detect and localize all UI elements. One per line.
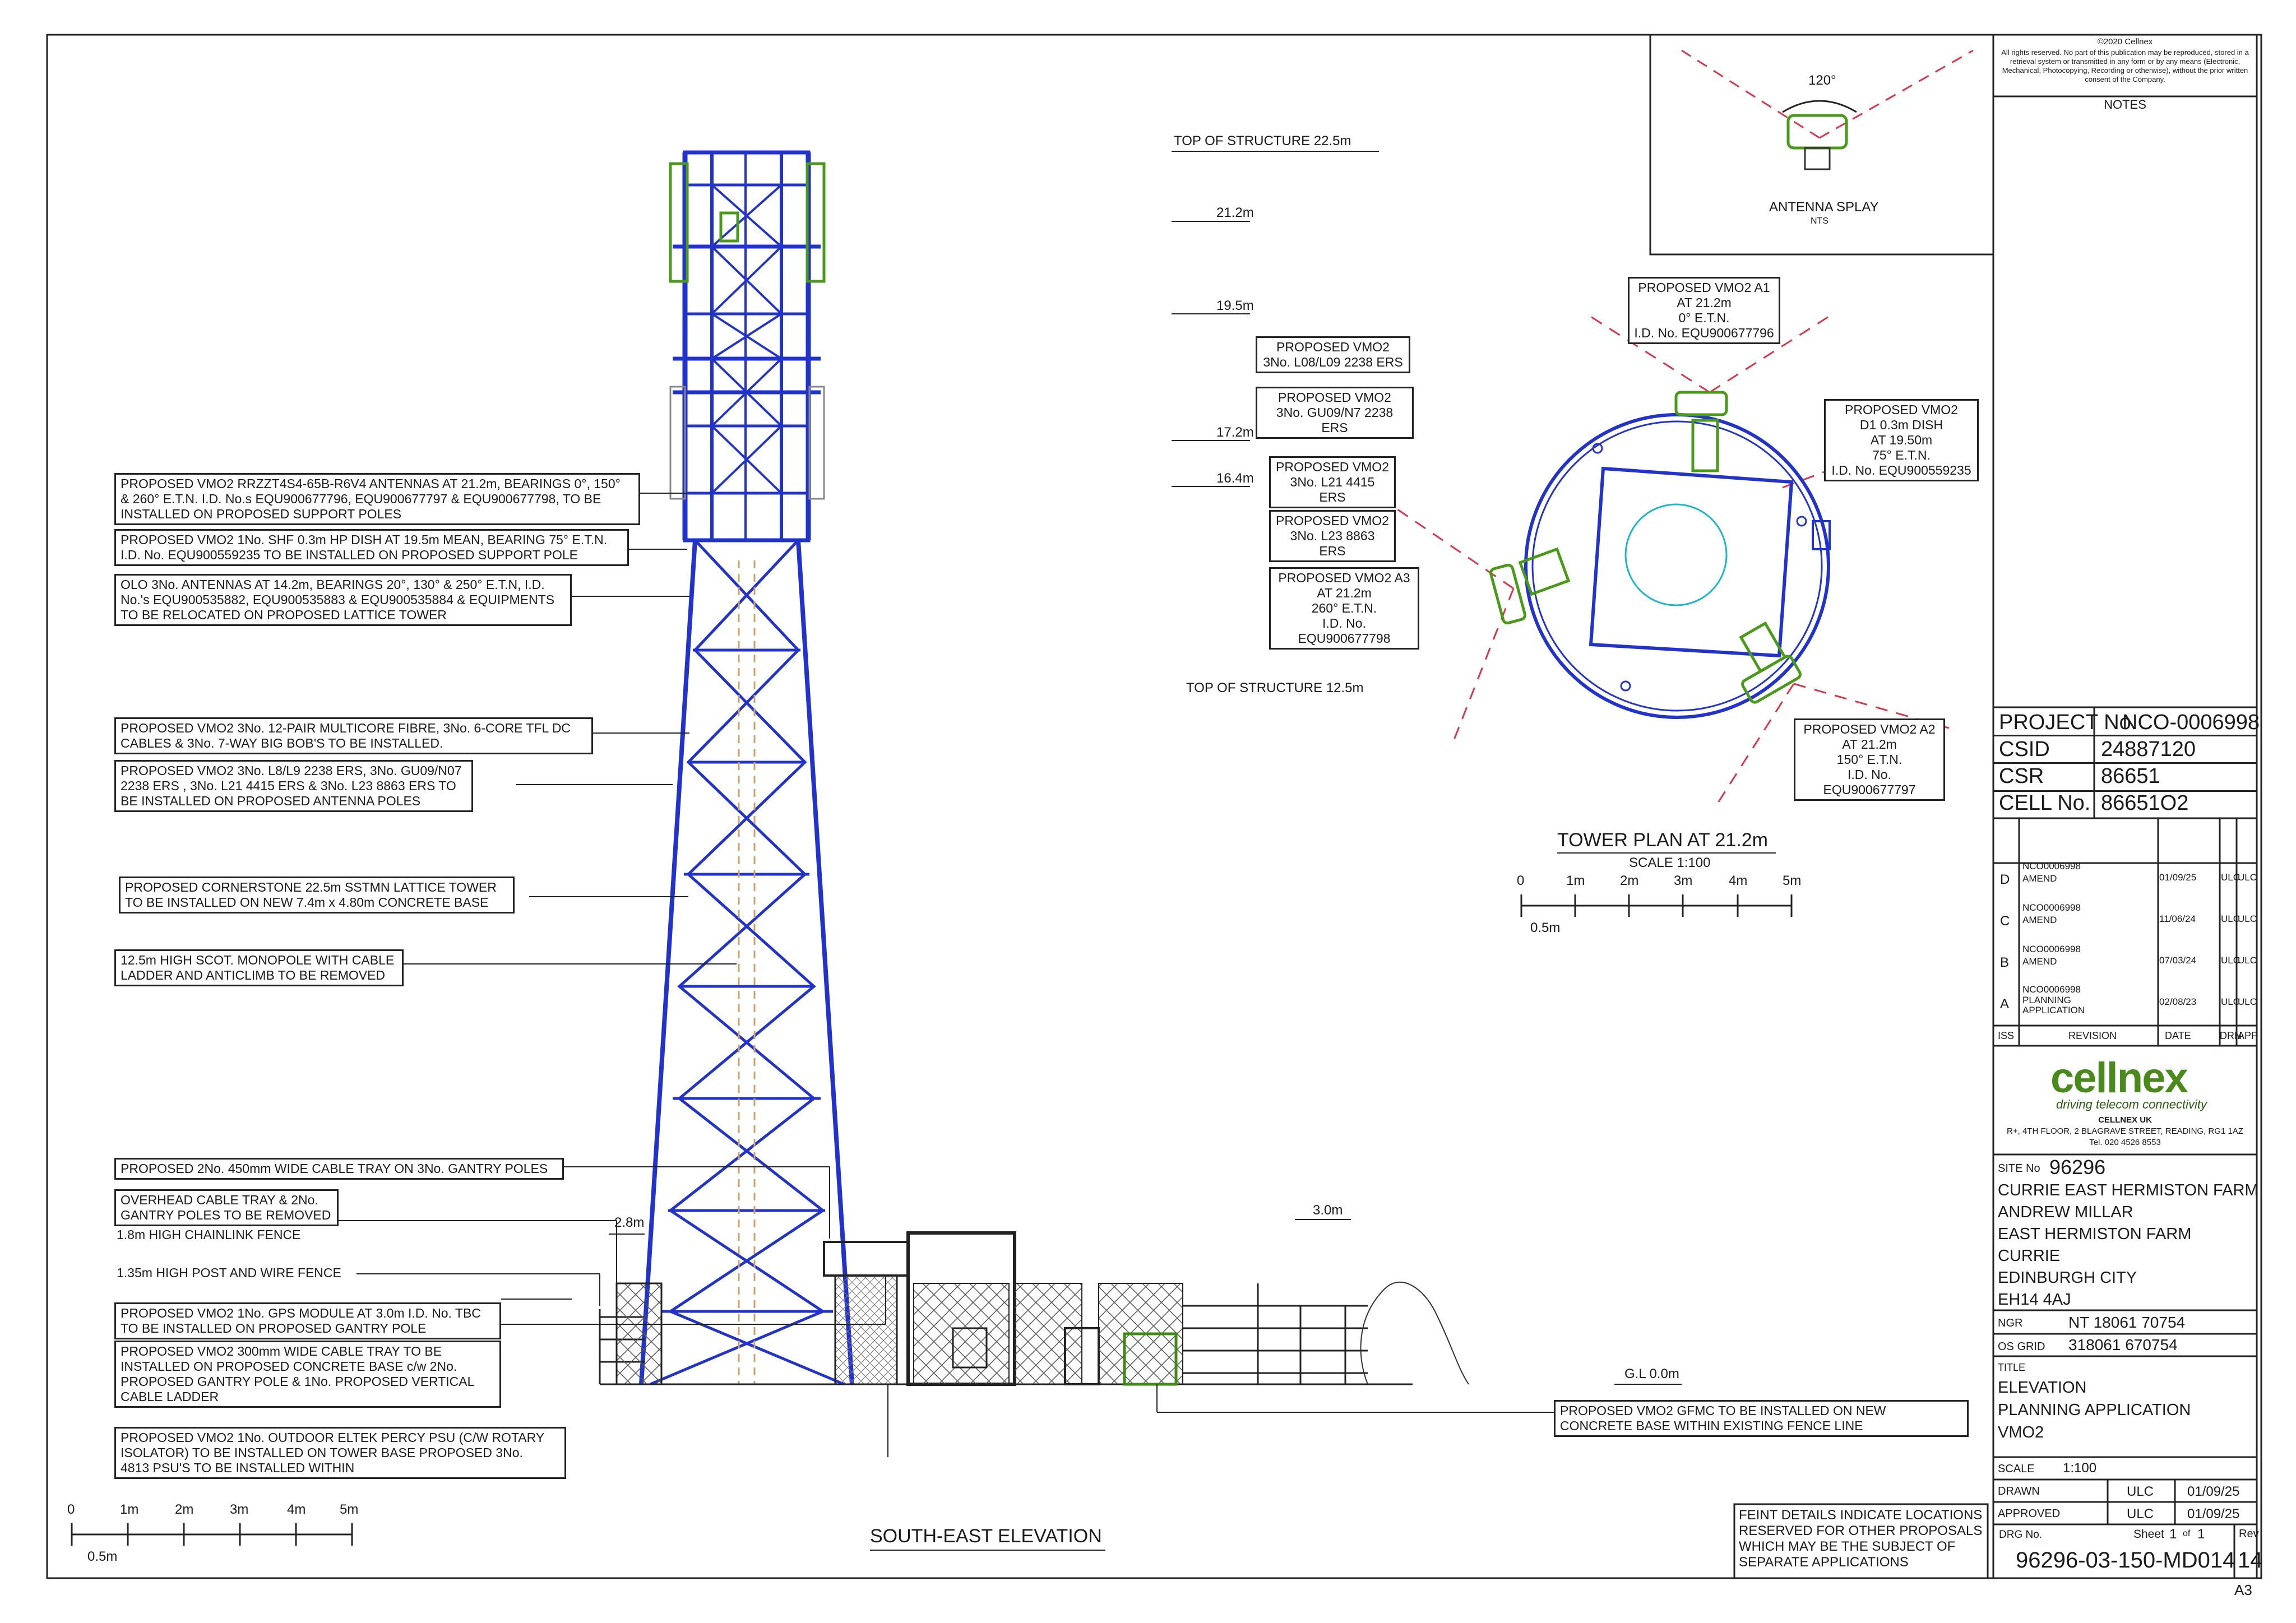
plan-scale-0: 0 — [1517, 873, 1525, 888]
plan-scale-2m: 2m — [1620, 873, 1639, 888]
scale-label: SCALE — [1998, 1463, 2035, 1475]
rev-a-ref: NCO0006998 — [2022, 984, 2081, 995]
title-line-2: PLANNING APPLICATION — [1998, 1401, 2191, 1419]
scale-value: 1:100 — [2063, 1460, 2097, 1476]
level-3-0: 3.0m — [1313, 1203, 1343, 1218]
title-line-3: VMO2 — [1998, 1423, 2044, 1441]
plan-scale-5m: 5m — [1783, 873, 1802, 888]
elevation-antennas — [670, 164, 824, 281]
splay-angle: 120° — [1808, 73, 1836, 88]
cellnex-logo: cellnex — [2050, 1054, 2187, 1102]
scale-label-1m: 1m — [120, 1502, 139, 1517]
osgrid-label: OS GRID — [1998, 1341, 2045, 1353]
tb-rule-3 — [1993, 790, 2257, 792]
note-l08-l09: PROPOSED VMO2 3No. L08/L09 2238 ERS — [1256, 336, 1410, 373]
note-ers-units: PROPOSED VMO2 3No. L8/L9 2238 ERS, 3No. GU09/N07 2238 ERS , 3No. L21 4415 ERS & 3No. L23 8863 ERS TO BE INSTALLED ON PROPOSED ANTENNA POLES — [114, 760, 473, 812]
elevation-scale-bar — [72, 1523, 352, 1546]
site-no-value: 96296 — [2049, 1156, 2106, 1179]
scale-label-0: 0 — [67, 1502, 75, 1517]
title-line-1: ELEVATION — [1998, 1379, 2087, 1397]
cell-no-label: CELL No. — [1999, 791, 2091, 815]
tb-rule-2 — [1993, 762, 2257, 764]
title-label: TITLE — [1998, 1362, 2026, 1373]
rev-b-date: 07/03/24 — [2159, 955, 2197, 966]
note-gps-module: PROPOSED VMO2 1No. GPS MODULE AT 3.0m I.D. No. TBC TO BE INSTALLED ON PROPOSED GANTRY POLE — [114, 1302, 501, 1339]
drawn-by: ULC — [2127, 1484, 2154, 1499]
note-shf-dish: PROPOSED VMO2 1No. SHF 0.3m HP DISH AT 19.5m MEAN, BEARING 75° E.T.N. I.D. No. EQU900559235 TO BE INSTALLED ON PROPOSED SUPPORT POLE — [114, 529, 629, 566]
olo-antennas-feint — [670, 387, 824, 499]
csr-label: CSR — [1999, 764, 2044, 788]
splay-nts: NTS — [1811, 216, 1829, 226]
note-vmo2-a1: PROPOSED VMO2 A1 AT 21.2m 0° E.T.N. I.D. No. EQU900677796 — [1628, 277, 1780, 344]
note-rrzzt-antennas: PROPOSED VMO2 RRZZT4S4-65B-R6V4 ANTENNAS AT 21.2m, BEARINGS 0°, 150° & 260° E.T.N. I.D. No.s EQU900677796, EQU900677797 & EQU900677798, TO BE INSTALLED ON PROPOSED SUPPORT POLES — [114, 473, 640, 525]
label-post-wire-fence: 1.35m HIGH POST AND WIRE FENCE — [117, 1265, 341, 1280]
company-tel: Tel. 020 4526 8553 — [2089, 1138, 2161, 1147]
osgrid-value: 318061 670754 — [2068, 1336, 2178, 1353]
note-fibre-cables: PROPOSED VMO2 3No. 12-PAIR MULTICORE FIBRE, 3No. 6-CORE TFL DC CABLES & 3No. 7-WAY BIG BOB'S TO BE INSTALLED. — [114, 717, 593, 754]
rev-header-drn: DRN — [2220, 1030, 2242, 1041]
company-name: CELLNEX UK — [2098, 1115, 2152, 1125]
level-2-8: 2.8m — [614, 1215, 645, 1230]
rev-b-drn: ULC — [2221, 955, 2241, 966]
project-no-value: NCO-0006998 — [2122, 711, 2260, 734]
approved-date: 01/09/25 — [2187, 1506, 2240, 1522]
csid-value: 24887120 — [2101, 738, 2196, 761]
scale-label-half: 0.5m — [87, 1549, 118, 1564]
rev-a-drn: ULC — [2221, 996, 2241, 1007]
site-line-2: ANDREW MILLAR — [1998, 1203, 2133, 1221]
site-no-label: SITE No — [1998, 1162, 2040, 1175]
rev-b-app: ULC — [2238, 955, 2257, 966]
scale-label-5m: 5m — [340, 1502, 359, 1517]
note-monopole-removed: 12.5m HIGH SCOT. MONOPOLE WITH CABLE LADDER AND ANTICLIMB TO BE REMOVED — [114, 949, 404, 986]
level-16-4: 16.4m — [1216, 471, 1254, 486]
csid-label: CSID — [1999, 738, 2050, 761]
site-line-3: EAST HERMISTON FARM — [1998, 1225, 2192, 1243]
rev-d-drn: ULC — [2221, 872, 2241, 883]
scale-label-2m: 2m — [175, 1502, 194, 1517]
drg-no-label: DRG No. — [1999, 1529, 2043, 1541]
note-gfmc: PROPOSED VMO2 GFMC TO BE INSTALLED ON NEW CONCRETE BASE WITHIN EXISTING FENCE LINE — [1554, 1400, 1969, 1437]
ngr-label: NGR — [1998, 1317, 2023, 1329]
rev-c-iss: C — [2000, 913, 2010, 929]
site-line-5: EDINBURGH CITY — [1998, 1269, 2137, 1287]
site-line-1: CURRIE EAST HERMISTON FARM — [1998, 1181, 2258, 1199]
paper-size: A3 — [2234, 1582, 2252, 1598]
sheet-label: Sheet — [2133, 1528, 2164, 1541]
level-21-2: 21.2m — [1216, 205, 1254, 220]
lattice-tower — [641, 152, 852, 1384]
rev-c-app: ULC — [2238, 913, 2257, 924]
rev-value: 14 — [2238, 1548, 2263, 1573]
plan-scale-4m: 4m — [1729, 873, 1748, 888]
plan-scale: SCALE 1:100 — [1629, 855, 1711, 870]
tb-rule-1 — [1993, 735, 2257, 736]
sheet-total: 1 — [2197, 1527, 2205, 1542]
note-l21: PROPOSED VMO2 3No. L21 4415 ERS — [1269, 456, 1396, 508]
rights-statement: All rights reserved. No part of this publication may be reproduced, stored in a retrieval system or transmitted in any form or by any means (Electronic, Mechanical, Photocopying, Recording or otherwise), without the prior written consent of the Company. — [2001, 48, 2249, 84]
drawn-date: 01/09/25 — [2187, 1484, 2240, 1499]
rev-a-iss: A — [2000, 996, 2010, 1012]
level-ground: G.L 0.0m — [1624, 1366, 1679, 1381]
company-address: R+, 4TH FLOOR, 2 BLAGRAVE STREET, READING, RG1 1AZ — [2007, 1126, 2243, 1136]
note-vmo2-d1: PROPOSED VMO2 D1 0.3m DISH AT 19.50m 75° E.T.N. I.D. No. EQU900559235 — [1824, 399, 1979, 481]
rev-d-iss: D — [2000, 872, 2010, 887]
level-17-2: 17.2m — [1216, 425, 1254, 440]
drg-no-value: 96296-03-150-MD014 — [2016, 1548, 2235, 1573]
rev-header-app: APP — [2238, 1030, 2258, 1041]
site-line-6: EH14 4AJ — [1998, 1291, 2071, 1309]
rev-c-ref: NCO0006998 — [2022, 902, 2081, 913]
splay-lines — [1682, 50, 1973, 138]
rev-a-desc: PLANNING APPLICATION — [2022, 995, 2085, 1015]
note-overhead-tray-removed: OVERHEAD CABLE TRAY & 2No. GANTRY POLES TO BE REMOVED — [114, 1189, 339, 1226]
scale-label-4m: 4m — [287, 1502, 306, 1517]
rev-c-date: 11/06/24 — [2159, 913, 2196, 924]
level-lines — [609, 151, 1682, 1384]
scale-label-3m: 3m — [230, 1502, 249, 1517]
approved-by: ULC — [2127, 1506, 2154, 1522]
rev-c-drn: ULC — [2221, 913, 2241, 924]
rev-d-ref: NCO0006998 — [2022, 861, 2081, 871]
plan-title: TOWER PLAN AT 21.2m — [1557, 829, 1769, 851]
rev-a-app: ULC — [2238, 996, 2257, 1007]
splay-antenna — [1788, 115, 1846, 148]
rev-header-date: DATE — [2165, 1030, 2191, 1041]
note-vmo2-a2: PROPOSED VMO2 A2 AT 21.2m 150° E.T.N. I.D. No. EQU900677797 — [1794, 718, 1945, 801]
note-l23: PROPOSED VMO2 3No. L23 8863 ERS — [1269, 510, 1396, 562]
level-top-of-structure: TOP OF STRUCTURE 22.5m — [1174, 133, 1351, 149]
splay-title: ANTENNA SPLAY — [1769, 200, 1879, 215]
site-line-4: CURRIE — [1998, 1247, 2061, 1265]
copyright: ©2020 Cellnex — [2097, 37, 2153, 47]
note-gu09-n7: PROPOSED VMO2 3No. GU09/N7 2238 ERS — [1256, 387, 1414, 439]
drawn-label: DRAWN — [1998, 1485, 2040, 1497]
rev-header-revision: REVISION — [2068, 1030, 2117, 1041]
csr-value: 86651 — [2101, 764, 2160, 788]
project-no-label: PROJECT No. — [1999, 711, 2137, 734]
note-feint-details: FEINT DETAILS INDICATE LOCATIONS RESERVED FOR OTHER PROPOSALS WHICH MAY BE THE SUBJECT OF SEPARATE APPLICATIONS — [1739, 1508, 1983, 1570]
plan-scale-3m: 3m — [1674, 873, 1693, 888]
rev-b-iss: B — [2000, 955, 2010, 970]
ngr-value: NT 18061 70754 — [2068, 1314, 2186, 1331]
of-label: of — [2183, 1529, 2191, 1538]
note-lattice-tower: PROPOSED CORNERSTONE 22.5m SSTMN LATTICE TOWER TO BE INSTALLED ON NEW 7.4m x 4.80m CONCRETE BASE — [119, 877, 515, 913]
plan-scale-bar — [1521, 894, 1792, 917]
level-old-top: TOP OF STRUCTURE 12.5m — [1186, 680, 1364, 695]
rev-label: Rev — [2239, 1528, 2259, 1540]
rev-d-date: 01/09/25 — [2159, 872, 2197, 883]
rev-d-app: ULC — [2238, 872, 2257, 883]
note-vmo2-a3: PROPOSED VMO2 A3 AT 21.2m 260° E.T.N. I.D. No. EQU900677798 — [1269, 567, 1419, 650]
cell-no-value: 86651O2 — [2101, 791, 2189, 815]
cellnex-tagline: driving telecom connectivity — [2056, 1097, 2207, 1111]
note-cable-tray-gantry: PROPOSED 2No. 450mm WIDE CABLE TRAY ON 3No. GANTRY POLES — [114, 1158, 564, 1180]
label-chainlink-fence: 1.8m HIGH CHAINLINK FENCE — [117, 1227, 301, 1242]
plan-scale-half: 0.5m — [1530, 920, 1561, 935]
plan-scale-1m: 1m — [1566, 873, 1585, 888]
rev-b-ref: NCO0006998 — [2022, 944, 2081, 954]
sheet-value: 1 — [2169, 1527, 2177, 1542]
rev-d-desc: AMEND — [2022, 873, 2057, 884]
note-eltek-psu: PROPOSED VMO2 1No. OUTDOOR ELTEK PERCY PSU (C/W ROTARY ISOLATOR) TO BE INSTALLED ON TOWER BASE PROPOSED 3No. 4813 PSU'S TO BE INSTALLED WITHIN — [114, 1427, 566, 1479]
splay-arc — [1783, 101, 1857, 112]
rev-b-desc: AMEND — [2022, 956, 2057, 967]
level-19-5: 19.5m — [1216, 298, 1254, 313]
view-title-south-east: SOUTH-EAST ELEVATION — [870, 1525, 1102, 1547]
approved-label: APPROVED — [1998, 1508, 2061, 1520]
notes-label: NOTES — [2104, 98, 2146, 112]
rev-c-desc: AMEND — [2022, 915, 2057, 925]
compound-elevation — [600, 1233, 1469, 1384]
rev-a-date: 02/08/23 — [2159, 996, 2197, 1007]
note-olo-antennas: OLO 3No. ANTENNAS AT 14.2m, BEARINGS 20°, 130° & 250° E.T.N, I.D. No.'s EQU900535882, EQU900535883 & EQU900535884 & EQUIPMENTS TO BE RELOCATED ON PROPOSED LATTICE TOWER — [114, 574, 572, 626]
note-300mm-tray: PROPOSED VMO2 300mm WIDE CABLE TRAY TO BE INSTALLED ON PROPOSED CONCRETE BASE c/w 2No. PROPOSED GANTRY POLE & 1No. PROPOSED VERTICAL CABLE LADDER — [114, 1341, 501, 1408]
rev-header-iss: ISS — [1998, 1030, 2015, 1041]
